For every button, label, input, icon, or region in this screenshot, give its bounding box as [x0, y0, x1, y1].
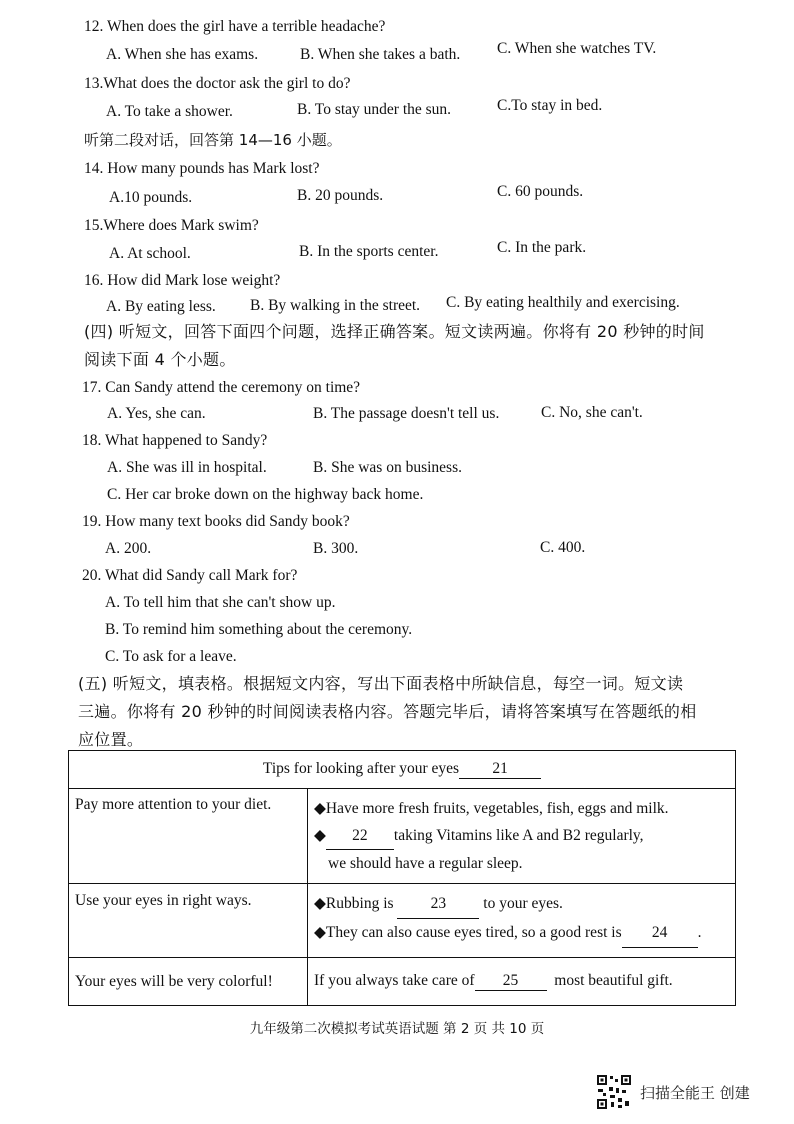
diet-tip-2-continued: we should have a regular sleep. [328, 855, 523, 872]
question-17: 17. Can Sandy attend the ceremony on time? [82, 379, 361, 396]
part-4-instruction-line-1: (四) 听短文，回答下面四个问题，选择正确答案。短文读两遍。你将有 20 秒钟的时间 [84, 322, 705, 341]
colorful-post: most beautiful gift. [554, 972, 673, 989]
part-5-instruction-line-3: 应位置。 [78, 730, 144, 749]
row-diet-content [308, 789, 736, 884]
q12-option-c: C. When she watches TV. [497, 40, 657, 57]
qr-code-icon [596, 1074, 632, 1110]
q17-option-b: B. The passage doesn't tell us. [313, 405, 500, 422]
diet-label: Pay more attention to your diet. [75, 796, 272, 813]
q15-option-a: A. At school. [109, 245, 191, 262]
usage-tip-1-pre: ◆Rubbing is [314, 895, 394, 912]
question-13: 13.What does the doctor ask the girl to do? [84, 75, 351, 92]
usage-label: Use your eyes in right ways. [75, 892, 252, 909]
q13-option-a: A. To take a shower. [106, 103, 233, 120]
blank-22: 22 [326, 822, 394, 850]
q17-option-a: A. Yes, she can. [107, 405, 206, 422]
q14-option-a: A.10 pounds. [109, 189, 193, 206]
question-20: 20. What did Sandy call Mark for? [82, 567, 298, 584]
q17-option-c: C. No, she can't. [541, 404, 643, 421]
q13-option-c: C.To stay in bed. [497, 97, 603, 114]
usage-tip-1-post: to your eyes. [483, 895, 563, 912]
blank-24: 24 [622, 919, 698, 948]
usage-tip-2-post: . [697, 924, 702, 941]
section-2-instruction: 听第二段对话，回答第 14—16 小题。 [84, 131, 342, 149]
row-diet-label [69, 789, 308, 884]
colorful-label: Your eyes will be very colorful! [75, 972, 273, 990]
q16-option-b: B. By walking in the street. [250, 297, 421, 314]
q18-option-b: B. She was on business. [313, 459, 462, 476]
q20-option-b: B. To remind him something about the ceremony. [105, 621, 413, 638]
part-5-instruction-line-1: (五) 听短文，填表格。根据短文内容，写出下面表格中所缺信息，每空一词。短文读 [78, 674, 684, 693]
table-title: Tips for looking after your eyes [262, 760, 460, 777]
row-usage-label [69, 884, 308, 958]
blank-21: 21 [459, 760, 541, 779]
table-title-cell [69, 751, 736, 789]
q20-option-a: A. To tell him that she can't show up. [105, 594, 336, 611]
part-5-instruction-line-2: 三遍。你将有 20 秒钟的时间阅读表格内容。答题完毕后，请将答案填写在答题纸的相 [78, 702, 697, 721]
row-colorful-content [308, 958, 736, 1006]
question-19: 19. How many text books did Sandy book? [82, 513, 350, 530]
q16-option-c: C. By eating healthily and exercising. [446, 294, 680, 311]
part-4-instruction-line-2: 阅读下面 4 个小题。 [84, 350, 236, 369]
scanner-watermark: 扫描全能王 创建 [640, 1084, 750, 1102]
row-usage-content [308, 884, 736, 958]
q18-option-c: C. Her car broke down on the highway back home. [107, 486, 424, 503]
q16-option-a: A. By eating less. [106, 298, 216, 315]
q15-option-b: B. In the sports center. [299, 243, 439, 260]
diet-tip-2-text: taking Vitamins like A and B2 regularly, [393, 827, 644, 844]
question-15: 15.Where does Mark swim? [84, 217, 259, 234]
q12-option-a: A. When she has exams. [106, 46, 259, 63]
q18-option-a: A. She was ill in hospital. [107, 459, 267, 476]
tips-table [68, 750, 736, 1006]
q12-option-b: B. When she takes a bath. [300, 46, 461, 63]
q19-option-b: B. 300. [313, 540, 359, 557]
diet-tip-1: ◆Have more fresh fruits, vegetables, fish, eggs and milk. [314, 800, 669, 817]
usage-tip-2-pre: ◆They can also cause eyes tired, so a good rest is [314, 924, 622, 941]
usage-tip-1 [314, 890, 729, 919]
diet-tip-2 [314, 822, 729, 850]
row-colorful-label [69, 958, 308, 1006]
q20-option-c: C. To ask for a leave. [105, 648, 237, 665]
bullet: ◆ [314, 827, 326, 844]
question-14: 14. How many pounds has Mark lost? [84, 160, 320, 177]
q19-option-a: A. 200. [105, 540, 152, 557]
usage-tip-2 [314, 919, 729, 948]
q19-option-c: C. 400. [540, 539, 586, 556]
question-16: 16. How did Mark lose weight? [84, 272, 281, 289]
q15-option-c: C. In the park. [497, 239, 587, 256]
q14-option-c: C. 60 pounds. [497, 183, 584, 200]
question-18: 18. What happened to Sandy? [82, 432, 268, 449]
question-12: 12. When does the girl have a terrible headache? [84, 18, 386, 35]
blank-25: 25 [475, 972, 547, 991]
colorful-pre: If you always take care of [314, 972, 475, 989]
q13-option-b: B. To stay under the sun. [297, 101, 452, 118]
page-footer: 九年级第二次模拟考试英语试题 第 2 页 共 10 页 [249, 1021, 545, 1037]
blank-23: 23 [397, 890, 479, 919]
q14-option-b: B. 20 pounds. [297, 187, 384, 204]
